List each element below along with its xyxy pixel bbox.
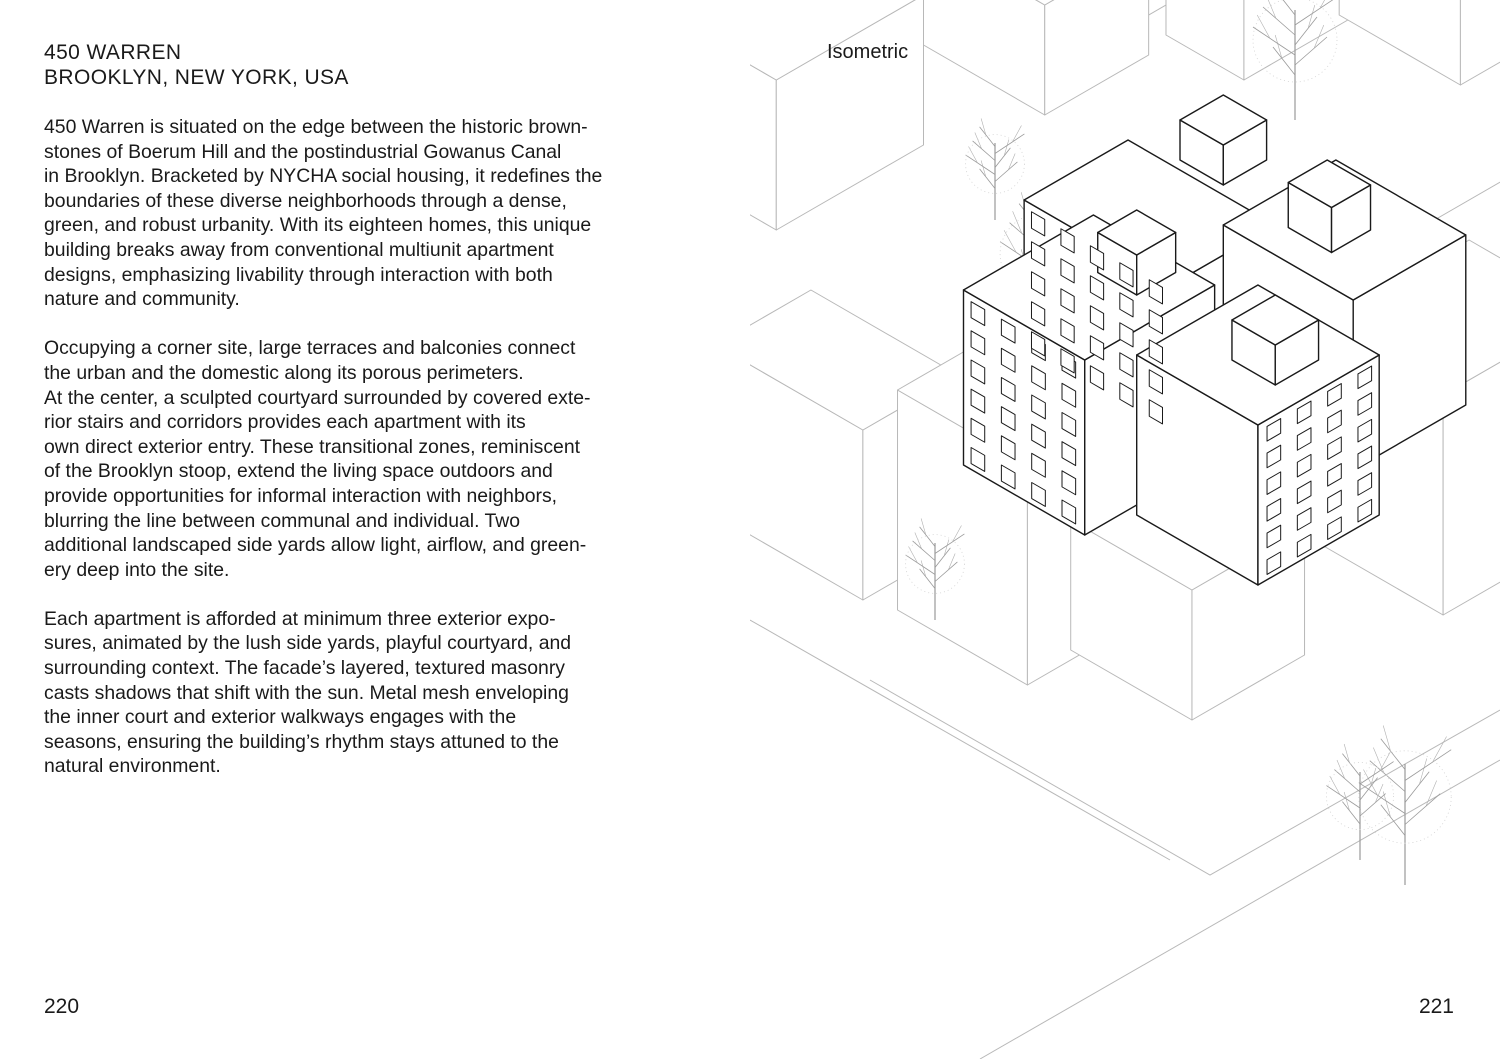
page-number-left: 220	[44, 995, 80, 1018]
page-number-right: 221	[1418, 995, 1454, 1018]
text-line: casts shadows that shift with the sun. Metal mesh enveloping	[44, 681, 569, 704]
box-face-right	[1460, 0, 1500, 85]
text-line: provide opportunities for informal interaction with neighbors,	[44, 484, 558, 507]
text-line: additional landscaped side yards allow light, airflow, and green-	[44, 534, 587, 557]
box-face-left	[906, 0, 1045, 115]
text-line: green, and robust urbanity. With its eighteen homes, this unique	[44, 214, 592, 237]
text-line: natural environment.	[44, 755, 221, 778]
text-line: the urban and the domestic along its porous perimeters.	[44, 361, 524, 384]
text-line: rior stairs and corridors provides each apartment with its	[44, 411, 526, 434]
description-paragraph	[44, 607, 694, 779]
text-line: ery deep into the site.	[44, 558, 230, 581]
project-description	[44, 115, 694, 804]
text-line: boundaries of these diverse neighborhoods through a dense,	[44, 189, 567, 212]
description-paragraph	[44, 336, 694, 582]
text-line: surrounding context. The facade’s layered, textured masonry	[44, 657, 565, 680]
text-line: At the center, a sculpted courtyard surrounded by covered exte-	[44, 386, 591, 409]
text-line: Each apartment is afforded at minimum three exterior expo-	[44, 607, 556, 630]
box-face-left	[1166, 0, 1244, 80]
context-block	[1339, 0, 1500, 85]
drawing-caption: Isometric	[827, 41, 909, 63]
tree-icon	[966, 119, 1025, 221]
context-block	[750, 0, 924, 230]
text-line: own direct exterior entry. These transitional zones, reminiscent	[44, 435, 580, 458]
text-line: in Brooklyn. Bracketed by NYCHA social housing, it redefines the	[44, 165, 603, 188]
text-line: stones of Boerum Hill and the postindustrial Gowanus Canal	[44, 140, 562, 163]
text-line: the inner court and exterior walkways engages with the	[44, 706, 517, 729]
context-block	[906, 0, 1148, 115]
description-paragraph	[44, 115, 694, 312]
text-line: seasons, ensuring the building’s rhythm stays attuned to the	[44, 730, 559, 753]
text-line: blurring the line between communal and individual. Two	[44, 509, 521, 532]
context-block	[1166, 0, 1348, 80]
title-line-location: BROOKLYN, NEW YORK, USA	[44, 66, 349, 89]
isometric-drawing	[750, 0, 1500, 1059]
text-line: nature and community.	[44, 288, 240, 311]
project-title	[44, 40, 349, 90]
text-line: building breaks away from conventional multiunit apartment	[44, 238, 554, 261]
box-face-left	[1339, 0, 1460, 85]
title-line-name: 450 WARREN	[44, 41, 182, 64]
rooftop-stair	[1180, 95, 1267, 185]
text-line: designs, emphasizing livability through interaction with both	[44, 263, 553, 286]
tree-icon	[1326, 744, 1393, 860]
right-page	[750, 0, 1500, 1059]
box-face-right	[1045, 0, 1149, 115]
text-line: 450 Warren is situated on the edge between the historic brown-	[44, 116, 588, 138]
text-line: of the Brooklyn stoop, extend the living space outdoors and	[44, 460, 553, 483]
text-line: sures, animated by the lush side yards, playful courtyard, and	[44, 632, 572, 655]
text-line: Occupying a corner site, large terraces and balconies connect	[44, 337, 576, 360]
box-face-right	[1244, 0, 1348, 80]
